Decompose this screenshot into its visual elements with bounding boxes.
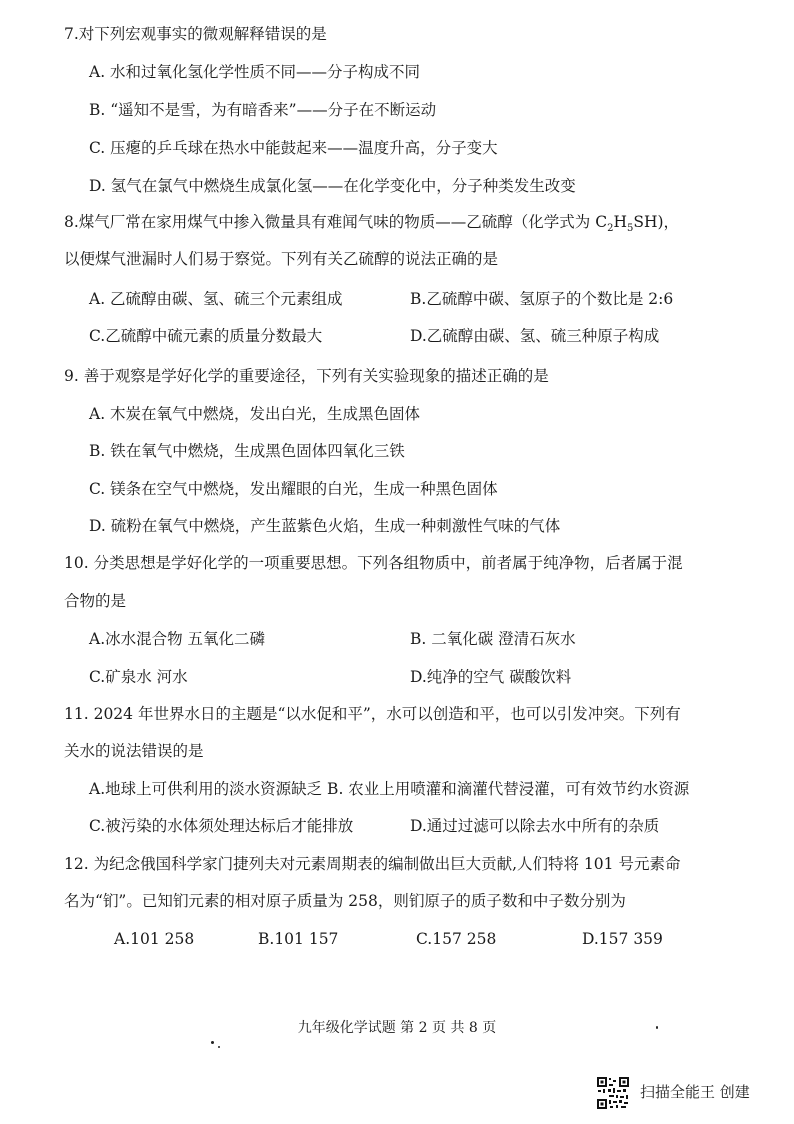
q8-stem-line2: 以便煤气泄漏时人们易于察觉。下列有关乙硫醇的说法正确的是 (64, 250, 499, 268)
q10-option-c: C.矿泉水 河水 (89, 668, 188, 686)
scan-speck (656, 1026, 658, 1029)
q12-option-d: D.157 359 (582, 930, 663, 948)
q8-formula-suffix: SH)， (633, 213, 680, 231)
q7-option-a: A. 水和过氧化氢化学性质不同——分子构成不同 (89, 63, 421, 81)
q10-stem-line2: 合物的是 (64, 592, 127, 610)
q8-formula-sub2: 5 (626, 223, 634, 235)
scan-speck (211, 1041, 214, 1044)
scanner-watermark: 扫描全能王 创建 (640, 1083, 750, 1101)
scan-speck (218, 1046, 220, 1048)
q9-option-c: C. 镁条在空气中燃烧，发出耀眼的白光，生成一种黑色固体 (89, 480, 498, 498)
q10-option-a: A.冰水混合物 五氧化二磷 (89, 630, 266, 648)
q10-option-d: D.纯净的空气 碳酸饮料 (410, 668, 572, 686)
q12-stem-line2: 名为“钔”。已知钔元素的相对原子质量为 258，则钔原子的质子数和中子数分别为 (64, 892, 626, 910)
q8-stem-prefix: 8.煤气厂常在家用煤气中掺入微量具有难闻气味的物质——乙硫醇（化学式为 C (64, 213, 608, 231)
q9-option-d: D. 硫粉在氧气中燃烧，产生蓝紫色火焰，生成一种刺激性气味的气体 (89, 517, 561, 535)
q9-stem: 9. 善于观察是学好化学的重要途径，下列有关实验现象的描述正确的是 (64, 367, 549, 385)
q11-stem-line2: 关水的说法错误的是 (64, 742, 204, 760)
q7-option-d: D. 氢气在氯气中燃烧生成氯化氢——在化学变化中，分子种类发生改变 (89, 177, 576, 195)
page-footer: 九年级化学试题 第 2 页 共 8 页 (297, 1020, 497, 1036)
q8-option-b: B.乙硫醇中碳、氢原子的个数比是 2:6 (410, 290, 674, 308)
q8-stem-line1 (64, 212, 680, 235)
q9-option-b: B. 铁在氧气中燃烧，生成黑色固体四氧化三铁 (89, 442, 405, 460)
qr-code-icon (596, 1076, 630, 1110)
q9-option-a: A. 木炭在氧气中燃烧，发出白光，生成黑色固体 (89, 405, 421, 423)
q12-option-a: A.101 258 (114, 930, 195, 948)
q8-formula-sub1: 2 (607, 223, 614, 235)
q11-stem-line1: 11. 2024 年世界水日的主题是“以水促和平”，水可以创造和平，也可以引发冲突。下列有 (64, 705, 681, 723)
q7-option-b: B. “遥知不是雪，为有暗香来”——分子在不断运动 (89, 101, 437, 119)
q12-option-c: C.157 258 (416, 930, 497, 948)
q11-options-ab: A.地球上可供利用的淡水资源缺乏 B. 农业上用喷灌和滴灌代替浸灌，可有效节约水资源 (89, 780, 690, 798)
q8-option-c: C.乙硫醇中硫元素的质量分数最大 (89, 327, 323, 345)
q7-stem: 7.对下列宏观事实的微观解释错误的是 (64, 25, 327, 43)
q11-option-c: C.被污染的水体须处理达标后才能排放 (89, 817, 354, 835)
q7-option-c: C. 压瘪的乒乓球在热水中能鼓起来——温度升高，分子变大 (89, 139, 498, 157)
q10-option-b: B. 二氧化碳 澄清石灰水 (410, 630, 576, 648)
q8-formula-mid: H (613, 213, 627, 231)
q10-stem-line1: 10. 分类思想是学好化学的一项重要思想。下列各组物质中，前者属于纯净物，后者属于混 (64, 554, 683, 572)
q12-stem-line1: 12. 为纪念俄国科学家门捷列夫对元素周期表的编制做出巨大贡献,人们特将 101 号元素命 (64, 855, 681, 873)
q8-option-d: D.乙硫醇由碳、氢、硫三种原子构成 (410, 327, 660, 345)
q12-option-b: B.101 157 (258, 930, 339, 948)
q11-option-d: D.通过过滤可以除去水中所有的杂质 (410, 817, 660, 835)
q8-option-a: A. 乙硫醇由碳、氢、硫三个元素组成 (89, 290, 343, 308)
